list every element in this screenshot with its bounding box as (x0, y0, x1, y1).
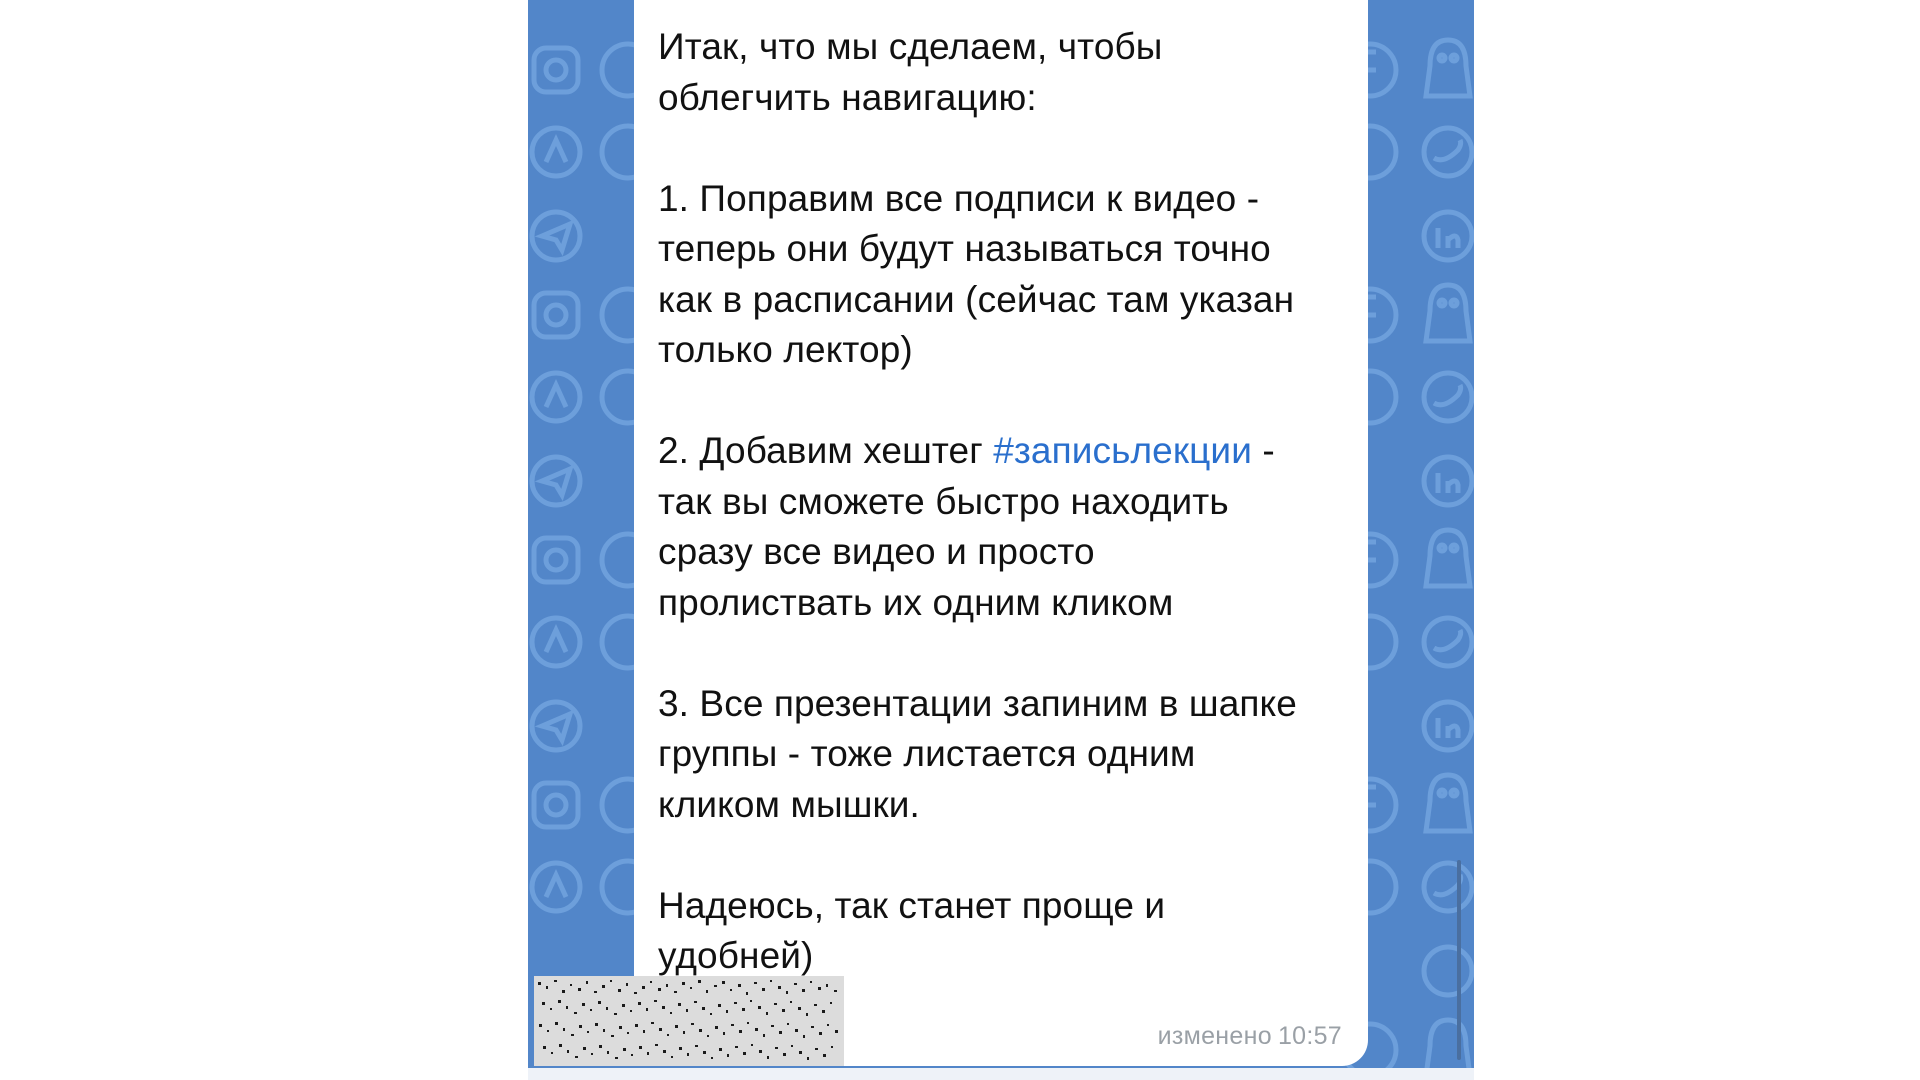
message-time: 10:57 (1277, 1022, 1342, 1050)
noise-pattern (534, 976, 844, 1066)
linkedin-icon (1424, 212, 1472, 260)
penguin-icon (1426, 285, 1470, 341)
message-paragraph: Итак, что мы сделаем, чтобы облегчить навигацию: (658, 26, 1163, 118)
chat-view (528, 0, 1474, 1080)
penguin-icon (1426, 775, 1470, 831)
edited-label: изменено (1157, 1022, 1272, 1050)
redacted-area (534, 976, 844, 1066)
message-paragraph: 1. Поправим все подписи к видео - теперь они будут называться точно как в расписании (сейчас там указан только лектор) (658, 177, 1295, 370)
vk-icon (532, 373, 580, 421)
telegram-icon (532, 702, 580, 750)
vk-icon (532, 863, 580, 911)
linkedin-icon (1424, 457, 1472, 505)
telegram-icon (532, 212, 580, 260)
message-text (658, 22, 1358, 982)
hashtag-link[interactable]: #записьлекции (993, 430, 1252, 471)
instagram-icon (534, 538, 578, 582)
vk-icon (532, 618, 580, 666)
instagram-icon (534, 293, 578, 337)
instagram-icon (534, 783, 578, 827)
twitter-icon (1424, 618, 1472, 666)
telegram-icon (532, 457, 580, 505)
twitter-icon (1424, 863, 1472, 911)
message-paragraph: 2. Добавим хештег #записьлекции - так вы сможете быстро находить сразу все видео и просто пролиствать их одним кликом (658, 430, 1275, 623)
penguin-icon (1426, 40, 1470, 96)
message-paragraph: 3. Все презентации запиним в шапке группы - тоже листается одним кликом мышки. (658, 682, 1297, 825)
twitter-icon (1424, 128, 1472, 176)
message-meta (1152, 1022, 1342, 1051)
vk-icon (532, 128, 580, 176)
scrollbar[interactable] (1457, 860, 1461, 1060)
linkedin-icon (1424, 702, 1472, 750)
bottom-edge (528, 1068, 1474, 1080)
linkedin-icon (1424, 947, 1472, 995)
instagram-icon (534, 48, 578, 92)
twitter-icon (1424, 373, 1472, 421)
message-paragraph: Надеюсь, так станет проще и удобней) (658, 884, 1166, 976)
penguin-icon (1426, 530, 1470, 586)
